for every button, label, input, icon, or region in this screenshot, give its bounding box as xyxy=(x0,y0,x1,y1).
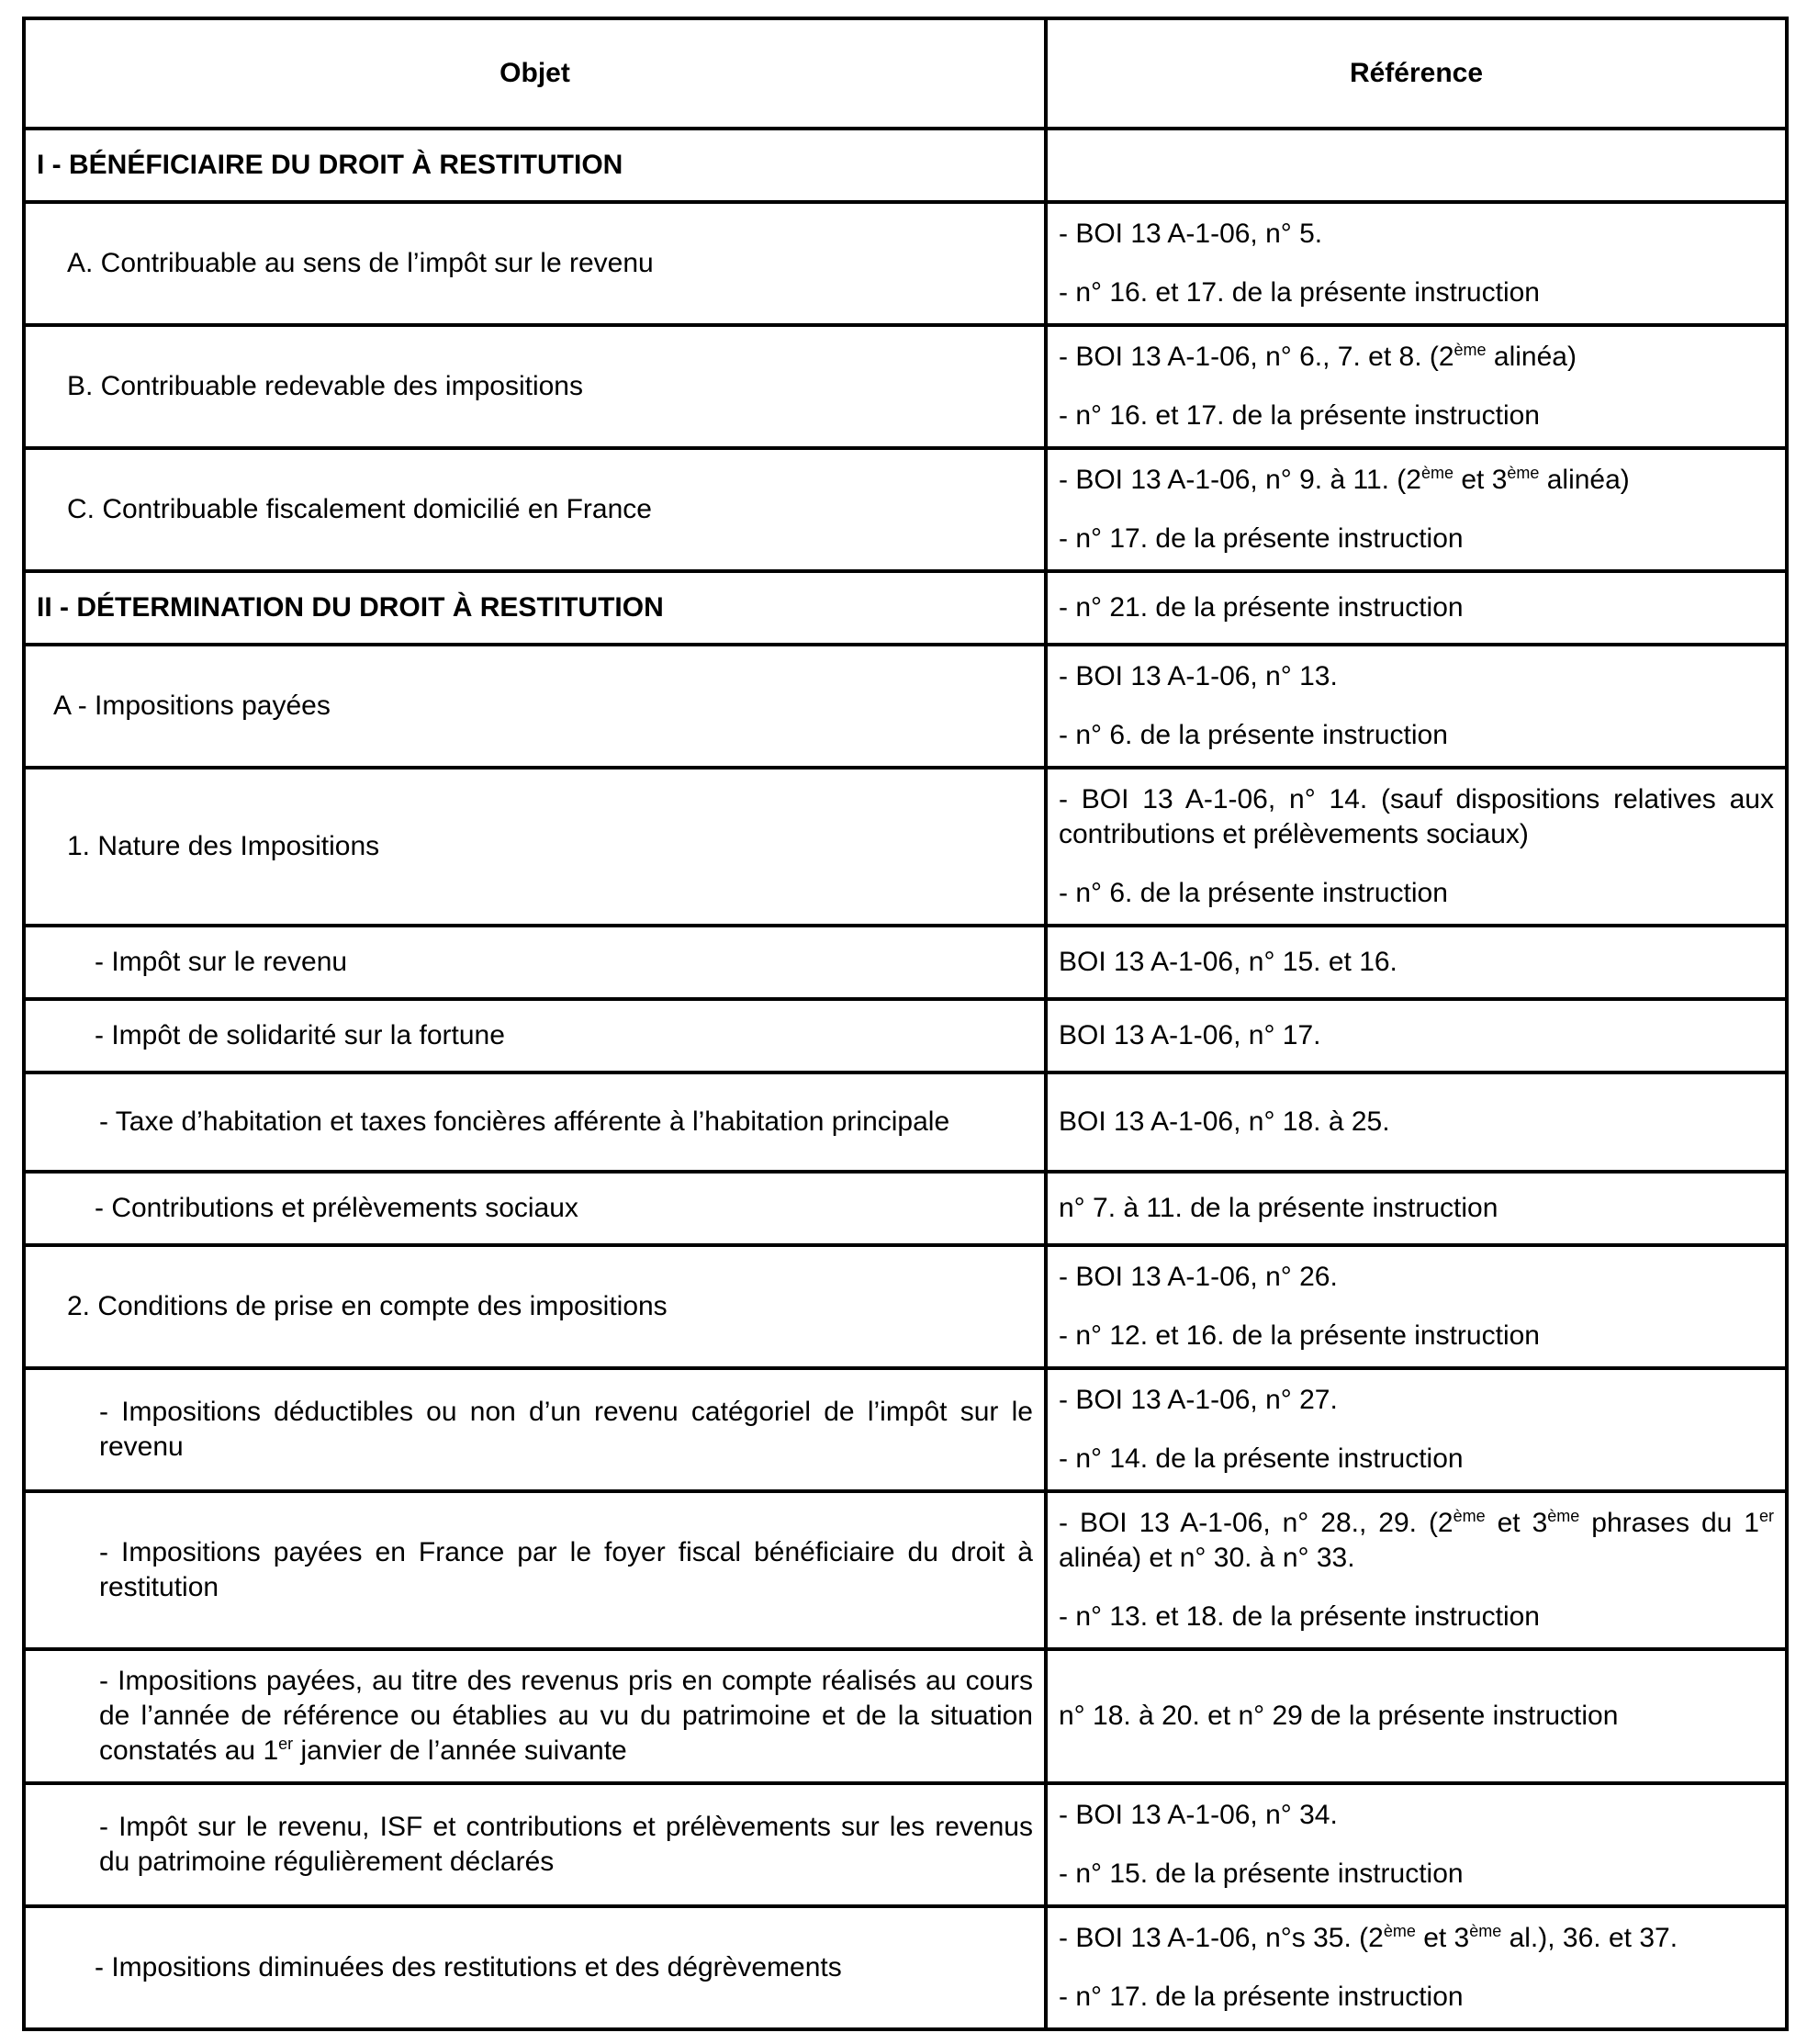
reference-line: BOI 13 A-1-06, n° 17. xyxy=(1059,1020,1321,1050)
reference-cell xyxy=(1046,999,1787,1073)
table-row xyxy=(24,1368,1787,1491)
objet-cell: - Impositions payées, au titre des revenus pris en compte réalisés au cours de l’année de référence ou établies au vu du patrimoine et de la situation constatés au 1er janvier de l’année suivante xyxy=(24,1649,1046,1783)
reference-line: - BOI 13 A-1-06, n° 5. xyxy=(1059,219,1323,249)
table-row xyxy=(24,999,1787,1073)
table-row xyxy=(24,1245,1787,1368)
reference-line: - n° 13. et 18. de la présente instruction xyxy=(1059,1601,1540,1632)
reference-line: - n° 12. et 16. de la présente instruction xyxy=(1059,1320,1540,1351)
header-reference: Référence xyxy=(1046,18,1787,129)
table-header-row xyxy=(24,18,1787,129)
reference-line: - BOI 13 A-1-06, n° 13. xyxy=(1059,661,1338,691)
objet-cell: A - Impositions payées xyxy=(24,645,1046,768)
reference-line: - n° 14. de la présente instruction xyxy=(1059,1443,1464,1474)
reference-cell xyxy=(1046,129,1787,202)
table-row xyxy=(24,448,1787,571)
objet-cell: - Impositions déductibles ou non d’un revenu catégoriel de l’impôt sur le revenu xyxy=(24,1368,1046,1491)
reference-cell xyxy=(1046,1172,1787,1245)
table-row xyxy=(24,645,1787,768)
reference-line: - BOI 13 A-1-06, n° 27. xyxy=(1059,1385,1338,1415)
table-row xyxy=(24,1783,1787,1906)
table-row xyxy=(24,571,1787,645)
reference-line: - n° 6. de la présente instruction xyxy=(1059,720,1448,750)
reference-cell xyxy=(1046,1073,1787,1172)
reference-line: - n° 17. de la présente instruction xyxy=(1059,523,1464,554)
reference-cell xyxy=(1046,1906,1787,2029)
objet-cell: - Impositions payées en France par le foyer fiscal bénéficiaire du droit à restitution xyxy=(24,1491,1046,1649)
objet-cell: - Impôt sur le revenu xyxy=(24,926,1046,999)
reference-table xyxy=(22,17,1789,2031)
reference-cell xyxy=(1046,1245,1787,1368)
reference-cell xyxy=(1046,325,1787,448)
objet-cell: A. Contribuable au sens de l’impôt sur le revenu xyxy=(24,202,1046,325)
reference-cell xyxy=(1046,1649,1787,1783)
reference-line: - BOI 13 A-1-06, n° 26. xyxy=(1059,1262,1338,1292)
objet-cell: C. Contribuable fiscalement domicilié en France xyxy=(24,448,1046,571)
objet-cell: - Impôt sur le revenu, ISF et contributions et prélèvements sur les revenus du patrimoine régulièrement déclarés xyxy=(24,1783,1046,1906)
reference-line: - n° 16. et 17. de la présente instruction xyxy=(1059,400,1540,431)
reference-cell xyxy=(1046,571,1787,645)
reference-cell xyxy=(1046,1491,1787,1649)
reference-line: - n° 21. de la présente instruction xyxy=(1059,592,1464,623)
reference-line: n° 7. à 11. de la présente instruction xyxy=(1059,1193,1498,1223)
table-row xyxy=(24,1649,1787,1783)
objet-cell: 1. Nature des Impositions xyxy=(24,768,1046,926)
reference-line: - BOI 13 A-1-06, n° 14. (sauf dispositions relatives aux contributions et prélèvements sociaux) xyxy=(1059,784,1774,849)
table-row xyxy=(24,1906,1787,2029)
reference-line: - BOI 13 A-1-06, n° 6., 7. et 8. (2ème alinéa) xyxy=(1059,341,1577,372)
reference-cell xyxy=(1046,768,1787,926)
objet-cell: I - BÉNÉFICIAIRE DU DROIT À RESTITUTION xyxy=(24,129,1046,202)
objet-cell: - Contributions et prélèvements sociaux xyxy=(24,1172,1046,1245)
table-row xyxy=(24,325,1787,448)
reference-cell xyxy=(1046,1783,1787,1906)
reference-cell xyxy=(1046,926,1787,999)
reference-line: - n° 17. de la présente instruction xyxy=(1059,1982,1464,2012)
reference-line: BOI 13 A-1-06, n° 15. et 16. xyxy=(1059,947,1397,977)
objet-cell: - Impôt de solidarité sur la fortune xyxy=(24,999,1046,1073)
reference-cell xyxy=(1046,448,1787,571)
reference-line: n° 18. à 20. et n° 29 de la présente instruction xyxy=(1059,1701,1619,1731)
table-row xyxy=(24,926,1787,999)
reference-line: - BOI 13 A-1-06, n° 28., 29. (2ème et 3ème phrases du 1er alinéa) et n° 30. à n° 33. xyxy=(1059,1507,1774,1573)
table-row xyxy=(24,1073,1787,1172)
reference-cell xyxy=(1046,1368,1787,1491)
reference-cell xyxy=(1046,202,1787,325)
reference-line: - BOI 13 A-1-06, n°s 35. (2ème et 3ème al.), 36. et 37. xyxy=(1059,1922,1678,1953)
reference-line: - BOI 13 A-1-06, n° 9. à 11. (2ème et 3ème alinéa) xyxy=(1059,464,1630,495)
table-row xyxy=(24,1172,1787,1245)
reference-line: - n° 6. de la présente instruction xyxy=(1059,878,1448,908)
objet-cell: 2. Conditions de prise en compte des impositions xyxy=(24,1245,1046,1368)
objet-cell: II - DÉTERMINATION DU DROIT À RESTITUTION xyxy=(24,571,1046,645)
reference-line: - BOI 13 A-1-06, n° 34. xyxy=(1059,1800,1338,1830)
header-objet: Objet xyxy=(24,18,1046,129)
table-row xyxy=(24,768,1787,926)
table-row xyxy=(24,1491,1787,1649)
table-row xyxy=(24,202,1787,325)
objet-cell: - Impositions diminuées des restitutions et des dégrèvements xyxy=(24,1906,1046,2029)
table-row xyxy=(24,129,1787,202)
reference-line: - n° 16. et 17. de la présente instruction xyxy=(1059,277,1540,308)
objet-cell: B. Contribuable redevable des impositions xyxy=(24,325,1046,448)
reference-line: BOI 13 A-1-06, n° 18. à 25. xyxy=(1059,1106,1390,1137)
objet-cell: - Taxe d’habitation et taxes foncières afférente à l’habitation principale xyxy=(24,1073,1046,1172)
reference-line: - n° 15. de la présente instruction xyxy=(1059,1859,1464,1889)
reference-cell xyxy=(1046,645,1787,768)
